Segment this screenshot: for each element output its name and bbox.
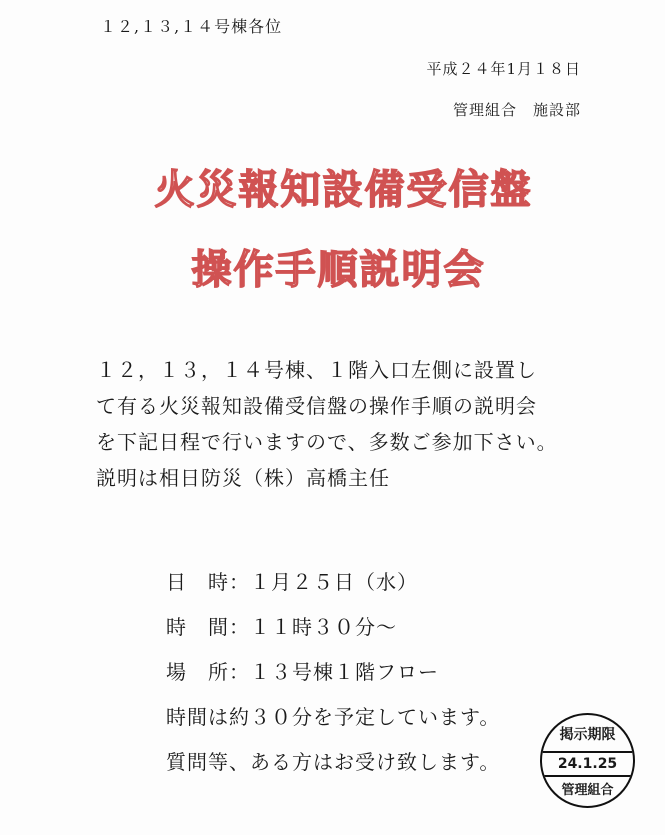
detail-duration: 時間は約３０分を予定しています。: [166, 705, 501, 729]
body-paragraph: [96, 352, 596, 496]
title-line-1: 火災報知設備受信盤: [154, 167, 533, 213]
title-line-2: 操作手順説明会: [191, 247, 486, 293]
stamp-date: 24.1.25: [542, 751, 633, 777]
stamp-bottom-text: 管理組合: [561, 783, 614, 798]
stamp-top-text: 掲示期限: [559, 727, 616, 743]
notice-date: 平成２４年1月１８日: [426, 60, 581, 78]
event-details: [166, 560, 500, 785]
body-line: て有る火災報知設備受信盤の操作手順の説明会: [96, 394, 537, 418]
issuer: 管理組合 施設部: [452, 101, 581, 119]
detail-place: 場 所：１３号棟１階フロー: [166, 660, 439, 684]
detail-date: 日 時：１月２５日（水）: [166, 570, 418, 594]
addressee: １２,１３,１４号棟各位: [100, 17, 283, 36]
detail-questions: 質問等、ある方はお受け致します。: [166, 750, 501, 774]
posting-deadline-stamp: [540, 713, 635, 808]
body-line: を下記日程で行いますので、多数ご参加下さい。: [96, 430, 558, 454]
body-line: 説明は相日防災（株）高橋主任: [96, 466, 390, 490]
body-line: １２，１３，１４号棟、１階入口左側に設置し: [96, 358, 537, 382]
detail-time: 時 間：１１時３０分～: [166, 615, 397, 639]
